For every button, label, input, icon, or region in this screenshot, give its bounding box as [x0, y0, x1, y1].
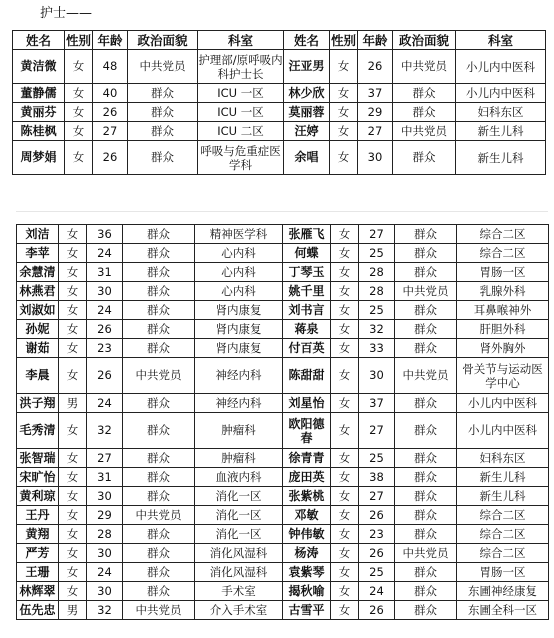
cell-political-status: 中共党员	[393, 50, 456, 84]
cell-name: 张雁飞	[283, 225, 331, 244]
cell-age: 26	[359, 506, 395, 525]
cell-political-status: 群众	[123, 582, 195, 601]
cell-political-status: 群众	[123, 244, 195, 263]
nurse-table-2	[16, 224, 549, 620]
table-row	[13, 103, 546, 122]
cell-age: 24	[87, 394, 123, 413]
cell-gender: 女	[59, 244, 87, 263]
cell-political-status: 群众	[123, 487, 195, 506]
cell-department: 神经内科	[195, 394, 283, 413]
cell-department: 小儿内中医科	[456, 84, 546, 103]
cell-name: 揭秋喻	[283, 582, 331, 601]
table-row	[13, 50, 546, 84]
cell-name: 宋旷怡	[17, 468, 59, 487]
cell-political-status: 群众	[395, 487, 457, 506]
cell-department: 呼吸与危重症医学科	[198, 141, 284, 175]
cell-age: 28	[359, 282, 395, 301]
cell-name: 刘洁	[17, 225, 59, 244]
cell-department: 小儿内中医科	[456, 50, 546, 84]
cell-political-status: 群众	[123, 394, 195, 413]
cell-name: 董静儒	[13, 84, 65, 103]
cell-department: 肿瘤科	[195, 449, 283, 468]
cell-gender: 女	[331, 301, 359, 320]
cell-age: 26	[87, 358, 123, 394]
table-row	[17, 244, 549, 263]
cell-gender: 女	[331, 225, 359, 244]
cell-age: 23	[87, 339, 123, 358]
cell-department: 东圃全科一区	[457, 601, 549, 620]
cell-gender: 女	[331, 413, 359, 449]
cell-gender: 女	[59, 544, 87, 563]
cell-political-status: 中共党员	[395, 358, 457, 394]
cell-department: 介入手术室	[195, 601, 283, 620]
cell-political-status: 群众	[128, 122, 198, 141]
cell-department: 新生儿科	[456, 141, 546, 175]
cell-political-status: 群众	[395, 244, 457, 263]
cell-name: 陈甜甜	[283, 358, 331, 394]
cell-gender: 男	[59, 601, 87, 620]
table-row	[17, 263, 549, 282]
cell-gender: 女	[65, 103, 93, 122]
cell-age: 48	[93, 50, 128, 84]
cell-gender: 女	[59, 487, 87, 506]
cell-name: 杨涛	[283, 544, 331, 563]
cell-gender: 女	[330, 141, 358, 175]
cell-gender: 女	[331, 582, 359, 601]
header-political-status: 政治面貌	[128, 31, 198, 50]
cell-gender: 女	[330, 103, 358, 122]
cell-political-status: 群众	[393, 103, 456, 122]
cell-department: 心内科	[195, 282, 283, 301]
cell-name: 黄洁微	[13, 50, 65, 84]
cell-name: 庞田英	[283, 468, 331, 487]
cell-gender: 女	[65, 141, 93, 175]
cell-political-status: 群众	[395, 413, 457, 449]
cell-age: 33	[359, 339, 395, 358]
header-name: 姓名	[13, 31, 65, 50]
cell-age: 27	[359, 413, 395, 449]
cell-age: 27	[93, 122, 128, 141]
table-row	[17, 582, 549, 601]
header-political-status: 政治面貌	[393, 31, 456, 50]
table-row	[17, 413, 549, 449]
cell-political-status: 群众	[123, 525, 195, 544]
cell-name: 丁琴玉	[283, 263, 331, 282]
table-row	[17, 282, 549, 301]
cell-gender: 女	[331, 563, 359, 582]
cell-gender: 女	[331, 358, 359, 394]
cell-political-status: 群众	[395, 525, 457, 544]
cell-political-status: 群众	[123, 468, 195, 487]
cell-age: 25	[359, 449, 395, 468]
cell-department: 胃肠一区	[457, 563, 549, 582]
cell-name: 林燕君	[17, 282, 59, 301]
cell-name: 孙妮	[17, 320, 59, 339]
cell-department: 小儿内中医科	[457, 394, 549, 413]
cell-age: 32	[359, 320, 395, 339]
cell-political-status: 中共党员	[123, 506, 195, 525]
cell-name: 蒋泉	[283, 320, 331, 339]
cell-age: 27	[358, 122, 393, 141]
cell-political-status: 中共党员	[393, 122, 456, 141]
cell-age: 27	[359, 225, 395, 244]
cell-gender: 女	[331, 320, 359, 339]
cell-gender: 女	[331, 394, 359, 413]
nurse-table-1	[12, 30, 546, 175]
cell-department: 新生儿科	[457, 468, 549, 487]
cell-political-status: 群众	[395, 506, 457, 525]
table-row	[17, 301, 549, 320]
cell-age: 36	[87, 225, 123, 244]
table-row	[17, 506, 549, 525]
cell-political-status: 群众	[395, 225, 457, 244]
cell-age: 30	[358, 141, 393, 175]
cell-name: 何蝶	[283, 244, 331, 263]
cell-political-status: 中共党员	[395, 544, 457, 563]
cell-department: 肾内康复	[195, 339, 283, 358]
header-age: 年龄	[358, 31, 393, 50]
cell-department: 心内科	[195, 263, 283, 282]
table-row	[17, 601, 549, 620]
header-name: 姓名	[284, 31, 330, 50]
cell-gender: 女	[59, 263, 87, 282]
cell-age: 24	[87, 301, 123, 320]
cell-gender: 女	[59, 301, 87, 320]
table-row	[17, 394, 549, 413]
cell-age: 30	[87, 544, 123, 563]
cell-gender: 女	[331, 544, 359, 563]
cell-age: 26	[93, 141, 128, 175]
cell-political-status: 群众	[123, 320, 195, 339]
cell-department: 肾内康复	[195, 320, 283, 339]
cell-name: 汪亚男	[284, 50, 330, 84]
cell-political-status: 群众	[123, 544, 195, 563]
cell-name: 谢茹	[17, 339, 59, 358]
cell-name: 古雪平	[283, 601, 331, 620]
cell-age: 26	[358, 50, 393, 84]
cell-political-status: 群众	[395, 582, 457, 601]
cell-gender: 女	[59, 358, 87, 394]
cell-political-status: 群众	[395, 468, 457, 487]
cell-name: 汪婷	[284, 122, 330, 141]
cell-age: 28	[359, 263, 395, 282]
cell-gender: 女	[59, 563, 87, 582]
cell-age: 26	[93, 103, 128, 122]
cell-name: 周梦娟	[13, 141, 65, 175]
cell-political-status: 群众	[123, 263, 195, 282]
cell-political-status: 群众	[395, 394, 457, 413]
cell-gender: 女	[331, 282, 359, 301]
cell-gender: 女	[59, 282, 87, 301]
cell-gender: 女	[331, 487, 359, 506]
cell-age: 30	[359, 358, 395, 394]
table-row	[17, 358, 549, 394]
cell-name: 伍先忠	[17, 601, 59, 620]
table-row	[17, 487, 549, 506]
cell-department: 综合二区	[457, 525, 549, 544]
cell-age: 25	[359, 244, 395, 263]
cell-gender: 女	[59, 225, 87, 244]
table-row	[17, 320, 549, 339]
cell-department: 肿瘤科	[195, 413, 283, 449]
cell-political-status: 群众	[123, 282, 195, 301]
cell-gender: 女	[330, 122, 358, 141]
cell-department: 综合二区	[457, 544, 549, 563]
cell-political-status: 群众	[123, 301, 195, 320]
cell-political-status: 群众	[395, 601, 457, 620]
cell-gender: 男	[59, 394, 87, 413]
cell-name: 黄翔	[17, 525, 59, 544]
table-row	[17, 225, 549, 244]
cell-gender: 女	[330, 50, 358, 84]
cell-department: 骨关节与运动医学中心	[457, 358, 549, 394]
cell-name: 李晨	[17, 358, 59, 394]
header-age: 年龄	[93, 31, 128, 50]
cell-age: 31	[87, 468, 123, 487]
cell-political-status: 中共党员	[128, 50, 198, 84]
cell-name: 张智瑞	[17, 449, 59, 468]
cell-name: 徐青青	[283, 449, 331, 468]
cell-gender: 女	[59, 506, 87, 525]
cell-political-status: 群众	[128, 103, 198, 122]
cell-name: 刘书言	[283, 301, 331, 320]
cell-name: 洪子翔	[17, 394, 59, 413]
cell-political-status: 群众	[123, 339, 195, 358]
cell-age: 23	[359, 525, 395, 544]
table-row	[17, 525, 549, 544]
cell-gender: 女	[331, 601, 359, 620]
cell-department: 妇科东区	[457, 449, 549, 468]
table-row	[17, 563, 549, 582]
cell-name: 严芳	[17, 544, 59, 563]
cell-department: 综合二区	[457, 244, 549, 263]
cell-department: 手术室	[195, 582, 283, 601]
cell-political-status: 群众	[123, 563, 195, 582]
cell-age: 32	[87, 413, 123, 449]
header-department: 科室	[198, 31, 284, 50]
cell-gender: 女	[331, 506, 359, 525]
cell-political-status: 群众	[395, 263, 457, 282]
cell-department: 胃肠一区	[457, 263, 549, 282]
cell-name: 欧阳德春	[283, 413, 331, 449]
cell-name: 张紫桃	[283, 487, 331, 506]
cell-political-status: 群众	[395, 563, 457, 582]
cell-political-status: 群众	[393, 141, 456, 175]
cell-department: 综合二区	[457, 225, 549, 244]
cell-political-status: 群众	[123, 413, 195, 449]
cell-department: 耳鼻喉神外	[457, 301, 549, 320]
header-gender: 性别	[330, 32, 356, 48]
cell-department: 消化一区	[195, 506, 283, 525]
cell-gender: 女	[59, 525, 87, 544]
cell-age: 24	[87, 244, 123, 263]
cell-gender: 女	[59, 320, 87, 339]
cell-age: 27	[87, 449, 123, 468]
cell-political-status: 中共党员	[123, 358, 195, 394]
cell-department: 护理部/原呼吸内科护士长	[198, 50, 284, 84]
cell-political-status: 群众	[395, 320, 457, 339]
cell-political-status: 中共党员	[395, 282, 457, 301]
cell-political-status: 群众	[393, 84, 456, 103]
cell-age: 37	[358, 84, 393, 103]
header-gender: 性别	[65, 32, 91, 48]
cell-political-status: 群众	[395, 449, 457, 468]
cell-name: 林辉翠	[17, 582, 59, 601]
cell-political-status: 群众	[395, 301, 457, 320]
cell-gender: 女	[65, 50, 93, 84]
cell-name: 余慧清	[17, 263, 59, 282]
cell-name: 刘星怡	[283, 394, 331, 413]
cell-department: ICU 一区	[198, 84, 284, 103]
cell-gender: 女	[331, 339, 359, 358]
cell-name: 王珊	[17, 563, 59, 582]
cell-age: 25	[359, 301, 395, 320]
cell-age: 26	[359, 601, 395, 620]
cell-political-status: 群众	[128, 84, 198, 103]
cell-name: 毛秀清	[17, 413, 59, 449]
cell-age: 30	[87, 582, 123, 601]
cell-gender: 女	[59, 339, 87, 358]
cell-department: 综合二区	[457, 506, 549, 525]
cell-gender: 女	[331, 244, 359, 263]
cell-gender: 女	[330, 84, 358, 103]
table-row	[13, 84, 546, 103]
cell-gender: 女	[65, 122, 93, 141]
cell-department: 新生儿科	[456, 122, 546, 141]
cell-age: 24	[87, 563, 123, 582]
cell-name: 林少欣	[284, 84, 330, 103]
cell-political-status: 群众	[395, 339, 457, 358]
cell-name: 袁紫琴	[283, 563, 331, 582]
cell-political-status: 群众	[123, 225, 195, 244]
cell-department: 肾内康复	[195, 301, 283, 320]
header-department: 科室	[456, 31, 546, 50]
cell-gender: 女	[59, 449, 87, 468]
cell-department: 消化风湿科	[195, 544, 283, 563]
cell-name: 李苹	[17, 244, 59, 263]
cell-department: ICU 二区	[198, 122, 284, 141]
cell-department: ICU 一区	[198, 103, 284, 122]
cell-department: 肾外胸外	[457, 339, 549, 358]
cell-age: 30	[87, 487, 123, 506]
table-row	[17, 544, 549, 563]
cell-department: 妇科东区	[456, 103, 546, 122]
cell-age: 28	[87, 525, 123, 544]
cell-age: 40	[93, 84, 128, 103]
cell-department: 东圃神经康复	[457, 582, 549, 601]
cell-age: 26	[87, 320, 123, 339]
cell-department: 新生儿科	[457, 487, 549, 506]
cell-age: 31	[87, 263, 123, 282]
cell-gender: 女	[331, 468, 359, 487]
cell-gender: 女	[331, 525, 359, 544]
page-separator	[16, 211, 548, 212]
cell-department: 消化风湿科	[195, 563, 283, 582]
cell-name: 姚千里	[283, 282, 331, 301]
cell-age: 29	[358, 103, 393, 122]
cell-department: 肝胆外科	[457, 320, 549, 339]
table-row	[17, 449, 549, 468]
cell-name: 陈桂枫	[13, 122, 65, 141]
cell-department: 小儿内中医科	[457, 413, 549, 449]
cell-age: 26	[359, 544, 395, 563]
cell-political-status: 群众	[128, 141, 198, 175]
cell-age: 27	[359, 487, 395, 506]
cell-department: 神经内科	[195, 358, 283, 394]
cell-name: 王丹	[17, 506, 59, 525]
cell-department: 精神医学科	[195, 225, 283, 244]
header-row	[13, 31, 546, 50]
cell-gender: 女	[59, 582, 87, 601]
cell-age: 38	[359, 468, 395, 487]
cell-age: 37	[359, 394, 395, 413]
cell-gender: 女	[59, 468, 87, 487]
cell-name: 黄利琼	[17, 487, 59, 506]
cell-name: 余唱	[284, 141, 330, 175]
cell-age: 30	[87, 282, 123, 301]
cell-name: 黄丽芬	[13, 103, 65, 122]
cell-gender: 女	[59, 413, 87, 449]
cell-age: 32	[87, 601, 123, 620]
section-heading: 护士——	[40, 6, 93, 21]
cell-name: 邓敏	[283, 506, 331, 525]
table-row	[13, 141, 546, 175]
table-row	[17, 468, 549, 487]
cell-name: 刘淑如	[17, 301, 59, 320]
cell-gender: 女	[65, 84, 93, 103]
cell-age: 25	[359, 563, 395, 582]
cell-gender: 女	[331, 263, 359, 282]
cell-department: 血液内科	[195, 468, 283, 487]
cell-political-status: 中共党员	[123, 601, 195, 620]
cell-department: 乳腺外科	[457, 282, 549, 301]
cell-political-status: 群众	[123, 449, 195, 468]
cell-department: 消化一区	[195, 487, 283, 506]
cell-age: 24	[359, 582, 395, 601]
cell-gender: 女	[331, 449, 359, 468]
cell-name: 钟伟敏	[283, 525, 331, 544]
cell-name: 莫丽蓉	[284, 103, 330, 122]
table-row	[17, 339, 549, 358]
cell-name: 付百英	[283, 339, 331, 358]
table-row	[13, 122, 546, 141]
cell-department: 消化一区	[195, 525, 283, 544]
cell-age: 29	[87, 506, 123, 525]
cell-department: 心内科	[195, 244, 283, 263]
